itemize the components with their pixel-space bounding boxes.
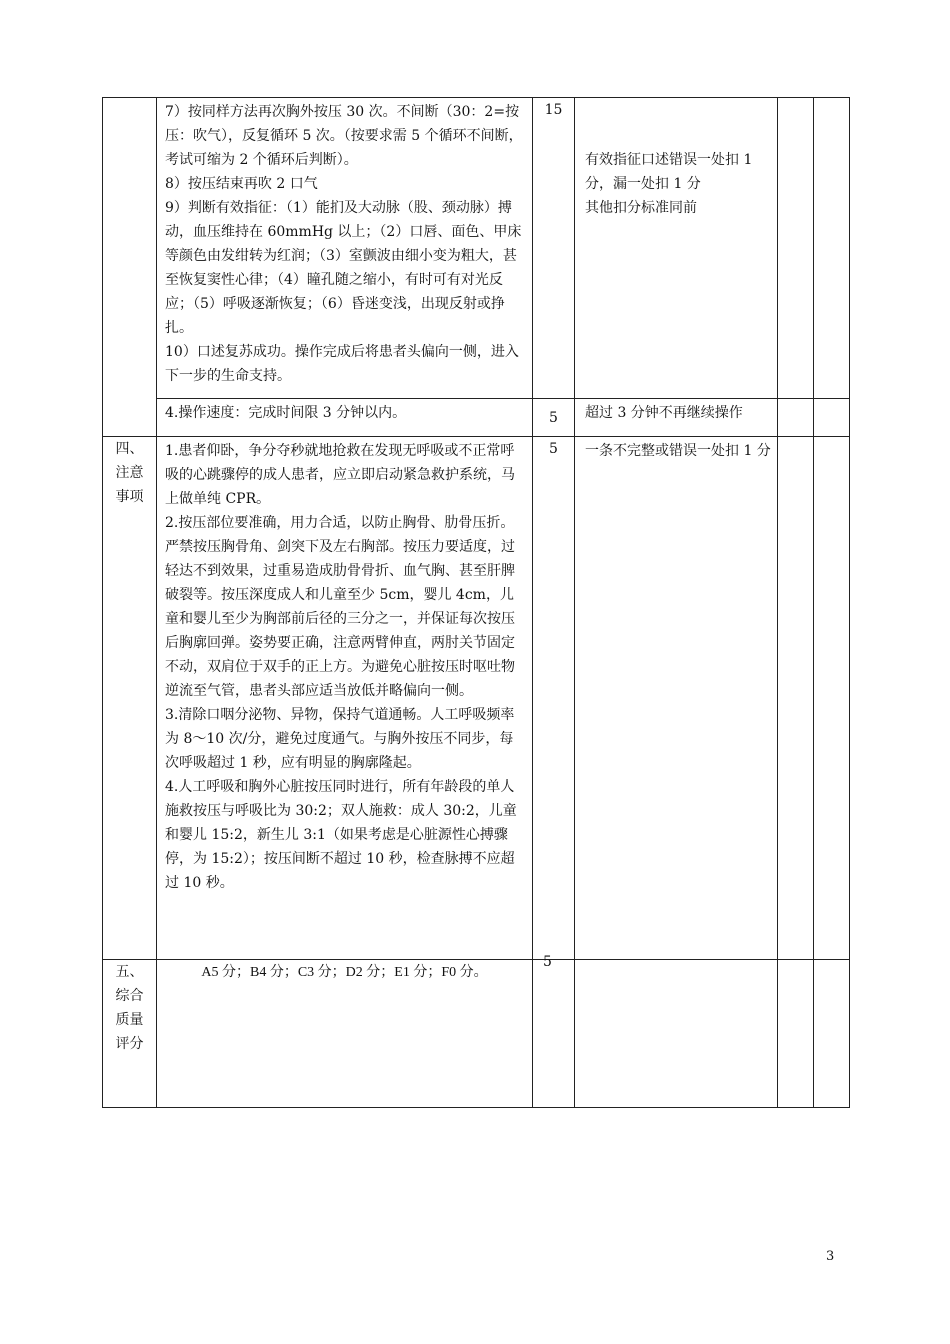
step-9: 9）判断有效指征：（1）能扪及大动脉（股、颈动脉）搏动，血压维持在 60mmHg 以上；（2）口唇、面色、甲床等颜色由发绀转为红润；（3）室颤波由细小变为粗大，甚至恢复窦性心律；（4）瞳孔随之缩小，有时可有对光反应；（5）呼吸逐渐恢复；（6）昏迷变浅，出现反射或挣扎。 [165, 200, 522, 336]
category-label: 评分 [115, 1035, 144, 1052]
note-4: 4.人工呼吸和胸外心脏按压同时进行，所有年龄段的单人施救按压与呼吸比为 30:2；双人施救：成人 30:2，儿童和婴儿 15:2，新生儿 3:1（如果考虑是心脏源性心搏骤停，为 15:2）；按压间断不超过 10 秒，检查脉搏不应超过 10 秒。 [165, 779, 517, 892]
deduction-text: 一条不完整或错误一处扣 1 分 [585, 443, 771, 460]
blank-cell [814, 437, 850, 960]
speed-cell [157, 399, 533, 437]
page-number: 3 [826, 1249, 835, 1264]
deduction-cell [575, 399, 778, 437]
note-2: 2.按压部位要准确，用力合适，以防止胸骨、肋骨压折。严禁按压胸骨角、剑突下及左右胸部。按压力要适度，过轻达不到效果，过重易造成肋骨骨折、血气胸、甚至肝脾破裂等。按压深度成人和儿童至少 5cm，婴儿 4cm，儿童和婴儿至少为胸部前后径的三分之一，并保证每次按压后胸廓回弹。姿势要正确，注意两臂伸直，两肘关节固定不动，双肩位于双手的正上方。为避免心脏按压时呕吐物逆流至气管，患者头部应适当放低并略偏向一侧。 [165, 515, 515, 700]
note-1: 1.患者仰卧，争分夺秒就地抢救在发现无呼吸或不正常呼吸的心跳骤停的成人患者，应立即启动紧急救护系统，马上做单纯 CPR。 [165, 443, 515, 508]
blank-cell [778, 399, 814, 437]
deduction-cell [575, 437, 778, 960]
speed-text: 4.操作速度：完成时间限 3 分钟以内。 [165, 405, 407, 422]
step-7: 7）按同样方法再次胸外按压 30 次。不间断（30：2=按压：吹气），反复循环 5 次。（按要求需 5 个循环不间断，考试可缩为 2 个循环后判断）。 [165, 104, 523, 168]
category-label: 质量 [115, 1011, 144, 1028]
score-value: 5 [549, 410, 558, 427]
step-8: 8）按压结束再吹 2 口气 [165, 176, 318, 192]
blank-cell [814, 959, 850, 1107]
category-label: 四、 [115, 441, 144, 458]
category-label: 事项 [115, 489, 144, 506]
category-label: 注意 [115, 465, 144, 482]
quality-content-cell [157, 959, 533, 1107]
score-value: 5 [543, 953, 552, 970]
score-cell [533, 399, 575, 437]
category-cell [103, 98, 157, 437]
deduction-cell [575, 959, 778, 1107]
scoring-table [102, 97, 850, 1108]
notes-content-cell [157, 437, 533, 960]
deduction-text: 其他扣分标准同前 [585, 200, 697, 216]
deduction-text: 超过 3 分钟不再继续操作 [585, 405, 743, 422]
note-3: 3.清除口咽分泌物、异物，保持气道通畅。人工呼吸频率为 8～10 次/分，避免过度通气。与胸外按压不同步，每次呼吸超过 1 秒，应有明显的胸廓隆起。 [165, 707, 515, 772]
step-content-cell [157, 98, 533, 399]
category-cell [103, 437, 157, 960]
step-10: 10）口述复苏成功。操作完成后将患者头偏向一侧，进入下一步的生命支持。 [165, 344, 519, 384]
category-label: 五、 [115, 963, 144, 980]
score-value: 5 [549, 441, 558, 458]
score-value: 15 [544, 102, 563, 118]
blank-cell [778, 959, 814, 1107]
blank-cell [778, 437, 814, 960]
table-row [103, 98, 850, 399]
blank-cell [814, 98, 850, 399]
score-cell [533, 437, 575, 960]
score-cell [533, 98, 575, 399]
deduction-text: 有效指征口述错误一处扣 1 分，漏一处扣 1 分 [585, 152, 753, 192]
category-cell [103, 959, 157, 1107]
table-row [103, 959, 850, 1107]
deduction-cell [575, 98, 778, 399]
quality-text: A5 分；B4 分；C3 分；D2 分；E1 分；F0 分。 [201, 964, 488, 980]
table-row [103, 399, 850, 437]
category-label: 综合 [115, 987, 144, 1004]
score-cell [533, 953, 575, 1107]
blank-cell [778, 98, 814, 399]
table-row [103, 437, 850, 960]
blank-cell [814, 399, 850, 437]
